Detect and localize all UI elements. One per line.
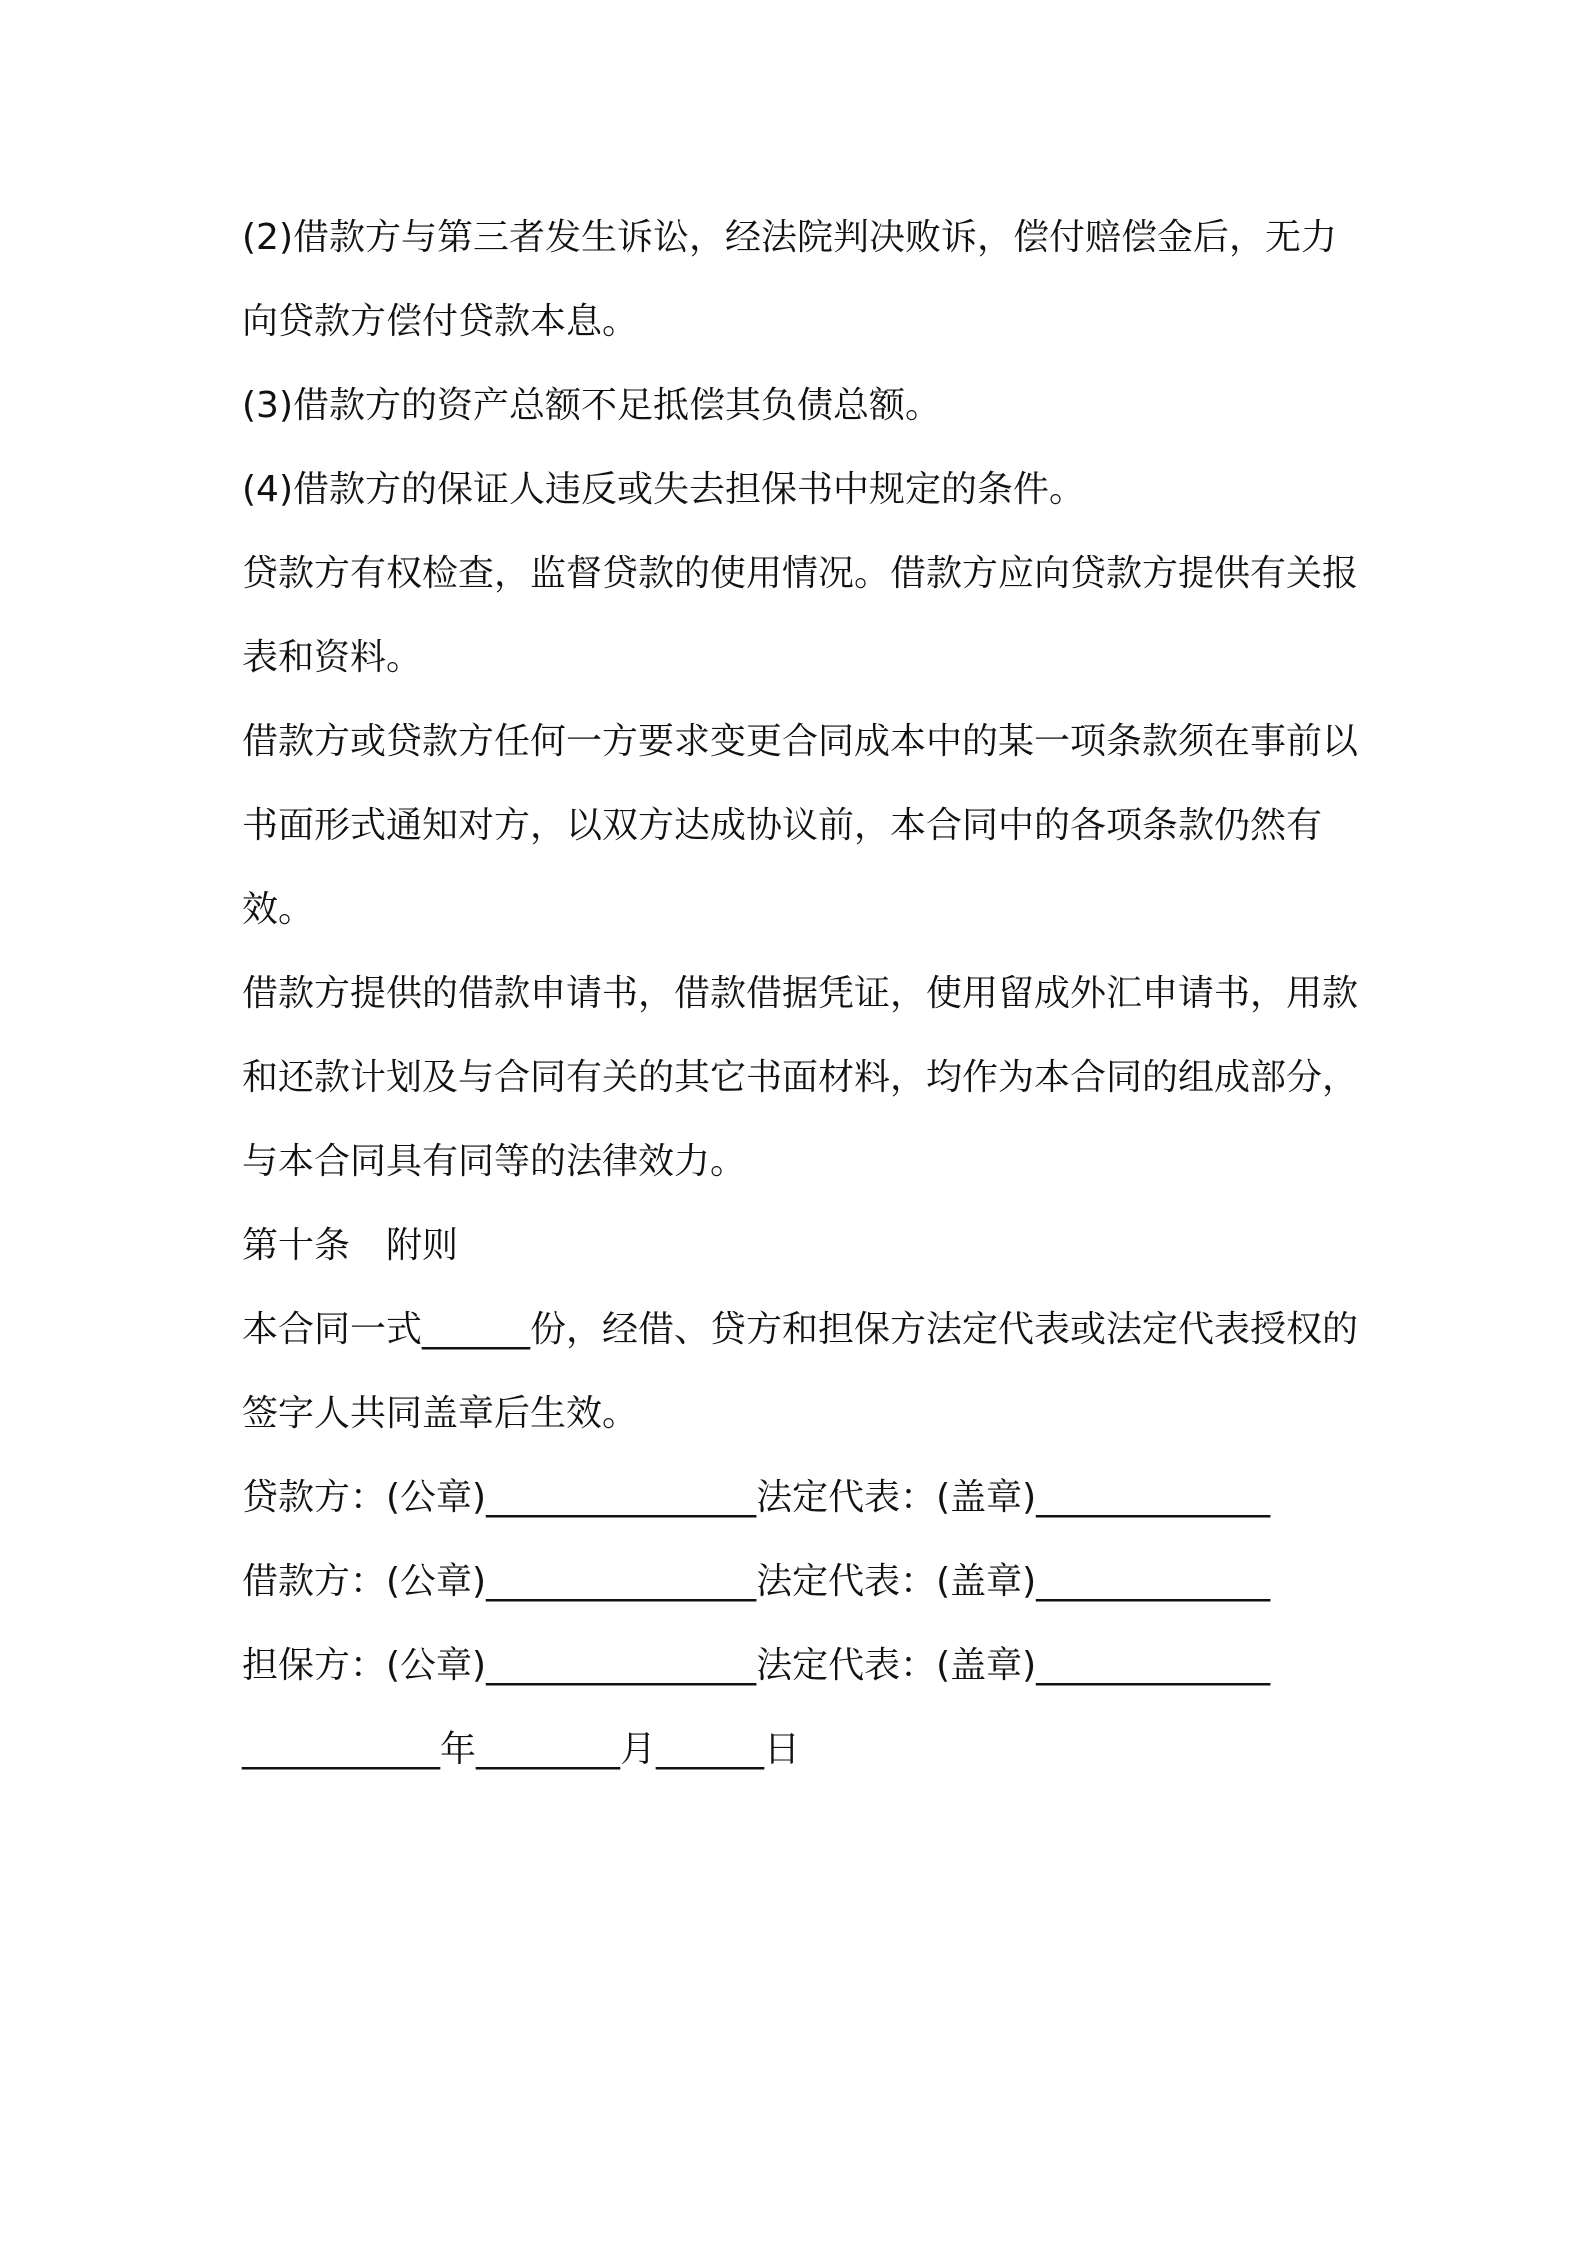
paragraph-amendment: 借款方或贷款方任何一方要求变更合同成本中的某一项条款须在事前以书面形式通知对方，以双方达成协议前，本合同中的各项条款仍然有效。 [242, 721, 1359, 930]
signature-line-borrower: 借款方：(公章)_______________法定代表：(盖章)_____________ [242, 1561, 1271, 1602]
paragraph-clause-3: (3)借款方的资产总额不足抵偿其负债总额。 [242, 385, 941, 426]
paragraph-attachments: 借款方提供的借款申请书，借款借据凭证，使用留成外汇申请书，用款和还款计划及与合同有关的其它书面材料，均作为本合同的组成部分，与本合同具有同等的法律效力。 [242, 973, 1359, 1182]
paragraph-clause-4: (4)借款方的保证人违反或失去担保书中规定的条件。 [242, 469, 1085, 510]
document-body [242, 196, 1362, 1792]
paragraph-clause-2: (2)借款方与第三者发生诉讼，经法院判决败诉，偿付赔偿金后，无力向贷款方偿付贷款本息。 [242, 217, 1337, 342]
paragraph-copies: 本合同一式______份，经借、贷方和担保方法定代表或法定代表授权的签字人共同盖章后生效。 [242, 1309, 1359, 1434]
section-heading-article-10: 第十条 附则 [242, 1225, 459, 1266]
paragraph-inspection: 贷款方有权检查，监督贷款的使用情况。借款方应向贷款方提供有关报表和资料。 [242, 553, 1359, 678]
signature-line-guarantor: 担保方：(公章)_______________法定代表：(盖章)_____________ [242, 1645, 1271, 1686]
date-line: ___________年________月______日 [242, 1729, 800, 1770]
signature-line-lender: 贷款方：(公章)_______________法定代表：(盖章)_____________ [242, 1477, 1271, 1518]
